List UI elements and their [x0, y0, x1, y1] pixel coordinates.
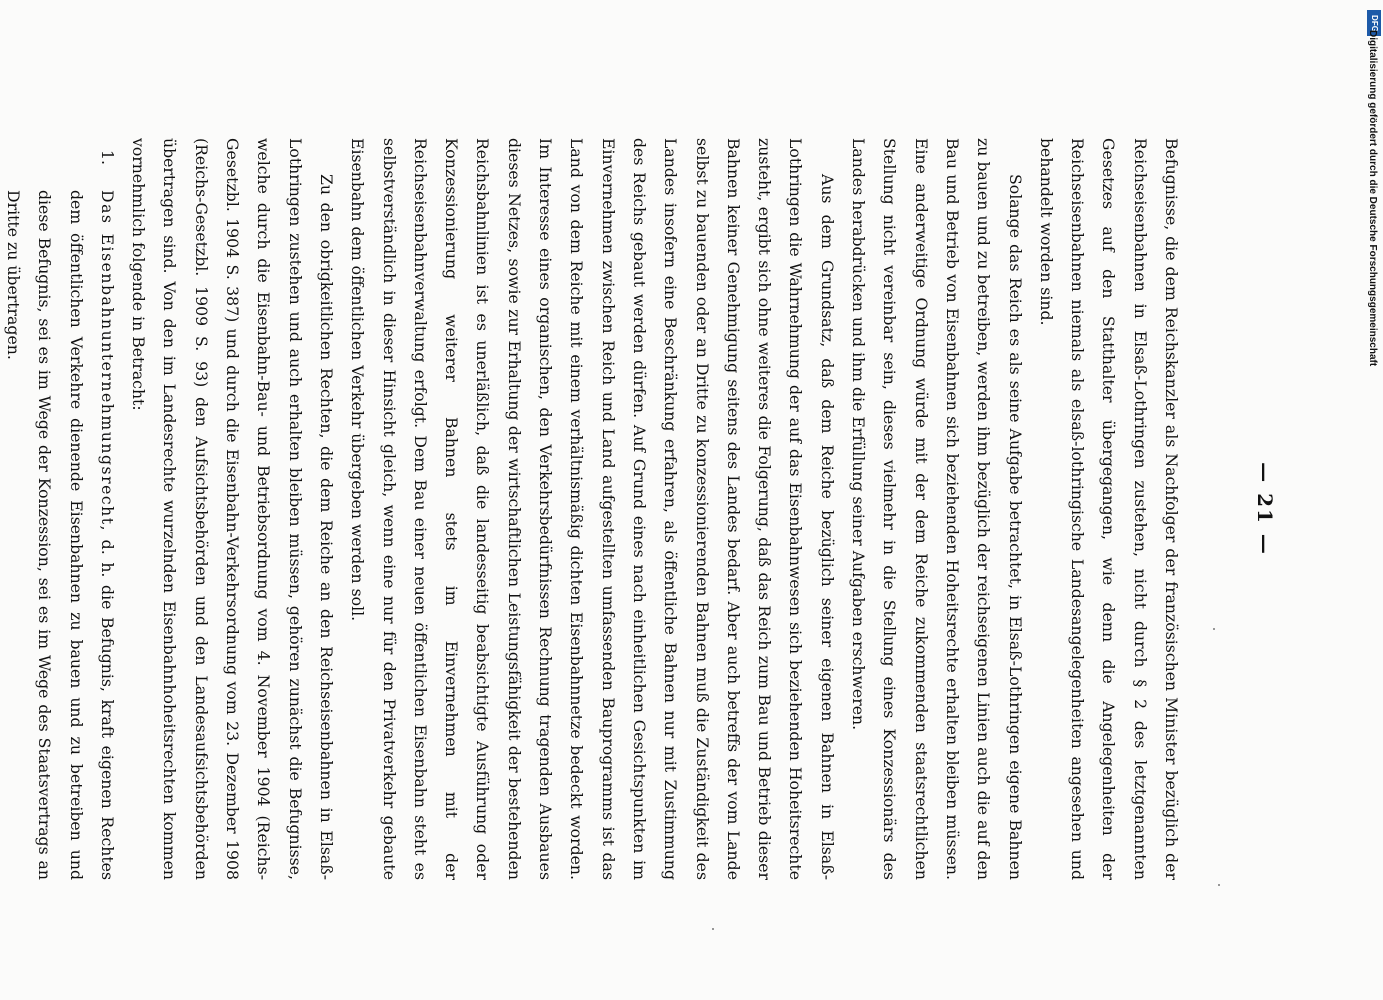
scan-speck: [712, 928, 714, 930]
list-item: [0, 150, 123, 881]
paragraph: Befugnisse, die dem Reichskanzler als Nachfolger der französischen Minister bezüglich der Reichseisenbahnen in Elsaß-Lothringen zustehen, nicht durch § 2 des letztgenannten Gesetzes auf den Statthalter übergegangen, wie denn die Angelegenheiten der Reichseisenbahnen niemals als elsaß-lothringische Landesangelegenheiten angesehen und behandelt worden sind.: [1036, 138, 1181, 880]
scan-speck: [1218, 884, 1220, 886]
list-item-number: 1.: [97, 150, 117, 165]
list-item-text: d. h. die Befugnis, kraft eigenen Rechtes dem öffentlichen Verkehre dienende Eisenbahnen zu bauen und zu betreiben und diese Befugnis, sei es im Wege der Konzession, sei es im Wege des Staatsvertrags an Dritte zu übertragen.: [4, 190, 117, 881]
list-item-term: Das Eisenbahnunternehmungsrecht,: [97, 190, 117, 533]
body-text: [0, 138, 1187, 880]
paragraph: Zu den obrigkeitlichen Rechten, die dem Reiche an den Reichseisenbahnen in Elsaß-Lothringen zustehen und auch erhalten bleiben müssen, gehören zunächst die Befugnisse, welche durch die Eisenbahn-Bau- und Betriebsordnung vom 4. November 1904 (Reichs-Gesetzbl. 1904 S. 387) und durch die Eisenbahn-Verkehrsordnung vom 23. Dezember 1908 (Reichs-Gesetzbl. 1909 S. 93) den Aufsichtsbehörden und den Landesaufsichtsbehörden übertragen sind. Von den im Landesrechte wurzelnden Eisenbahnhoheitsrechten kommen vornehmlich folgende in Betracht:: [129, 138, 336, 880]
paragraph: Aus dem Grundsatz, daß dem Reiche bezüglich seiner eigenen Bahnen in Elsaß-Lothringen die Wahrnehmung der auf das Eisenbahnwesen sich beziehenden Hoheitsrechte zusteht, ergibt sich ohne weiteres die Folgerung, daß das Reich zum Bau und Betrieb dieser Bahnen keiner Genehmigung seitens des Landes bedarf. Aber auch betreffs der vom Lande selbst zu bauenden oder an Dritte zu konzessionierenden Bahnen muß die Zuständigkeit des Landes insofern eine Beschränkung erfahren, als öffentliche Bahnen nur mit Zustimmung des Reichs gebaut werden dürfen. Auf Grund eines nach einheitlichen Gesichtspunkten im Einvernehmen zwischen Reich und Land aufgestellten umfassenden Bauprogramms ist das Land von dem Reiche mit einem verhältnismäßig dichten Eisenbahnnetze bedeckt worden. Im Interesse eines organischen, den Verkehrsbedürfnissen Rechnung tragenden Ausbaues dieses Netzes, sowie zur Erhaltung der wirtschaftlichen Leistungsfähigkeit der bestehenden Reichsbahnlinien ist es unerläßlich, daß die landesseitig beabsichtigte Ausführung oder Konzessionierung weiterer Bahnen stets im Einvernehmen mit der Reichseisenbahnverwaltung erfolgt. Dem Bau einer neuen öffentlichen Eisenbahn steht es selbstverständlich in dieser Hinsicht gleich, wenn eine nur für den Privatverkehr gebaute Eisenbahn dem öffentlichen Verkehr übergeben werden soll.: [348, 138, 837, 880]
numbered-list: [0, 138, 123, 880]
digitization-watermark: Digitalisierung gefördert durch die Deutsche Forschungsgemeinschaft: [1367, 30, 1378, 367]
dfg-logo-text: DFG: [1369, 14, 1379, 32]
page-content: [4, 138, 1307, 881]
scan-speck: [1213, 628, 1215, 630]
page-number: — 21 —: [1253, 462, 1277, 556]
document-page: [4, 124, 1307, 894]
paragraph: Solange das Reich es als seine Aufgabe betrachtet, in Elsaß-Lothringen eigene Bahnen zu bauen und zu betreiben, werden ihm bezüglich der reichseigenen Linien auch die auf den Bau und Betrieb von Eisenbahnen sich beziehenden Hoheitsrechte erhalten bleiben müssen. Eine anderweitige Ordnung würde mit der dem Reiche zukommenden staatsrechtlichen Stellung nicht vereinbar sein, dieses vielmehr in die Stellung eines Konzessionärs des Landes herabdrücken und ihm die Erfüllung seiner Aufgaben erschweren.: [849, 138, 1025, 880]
